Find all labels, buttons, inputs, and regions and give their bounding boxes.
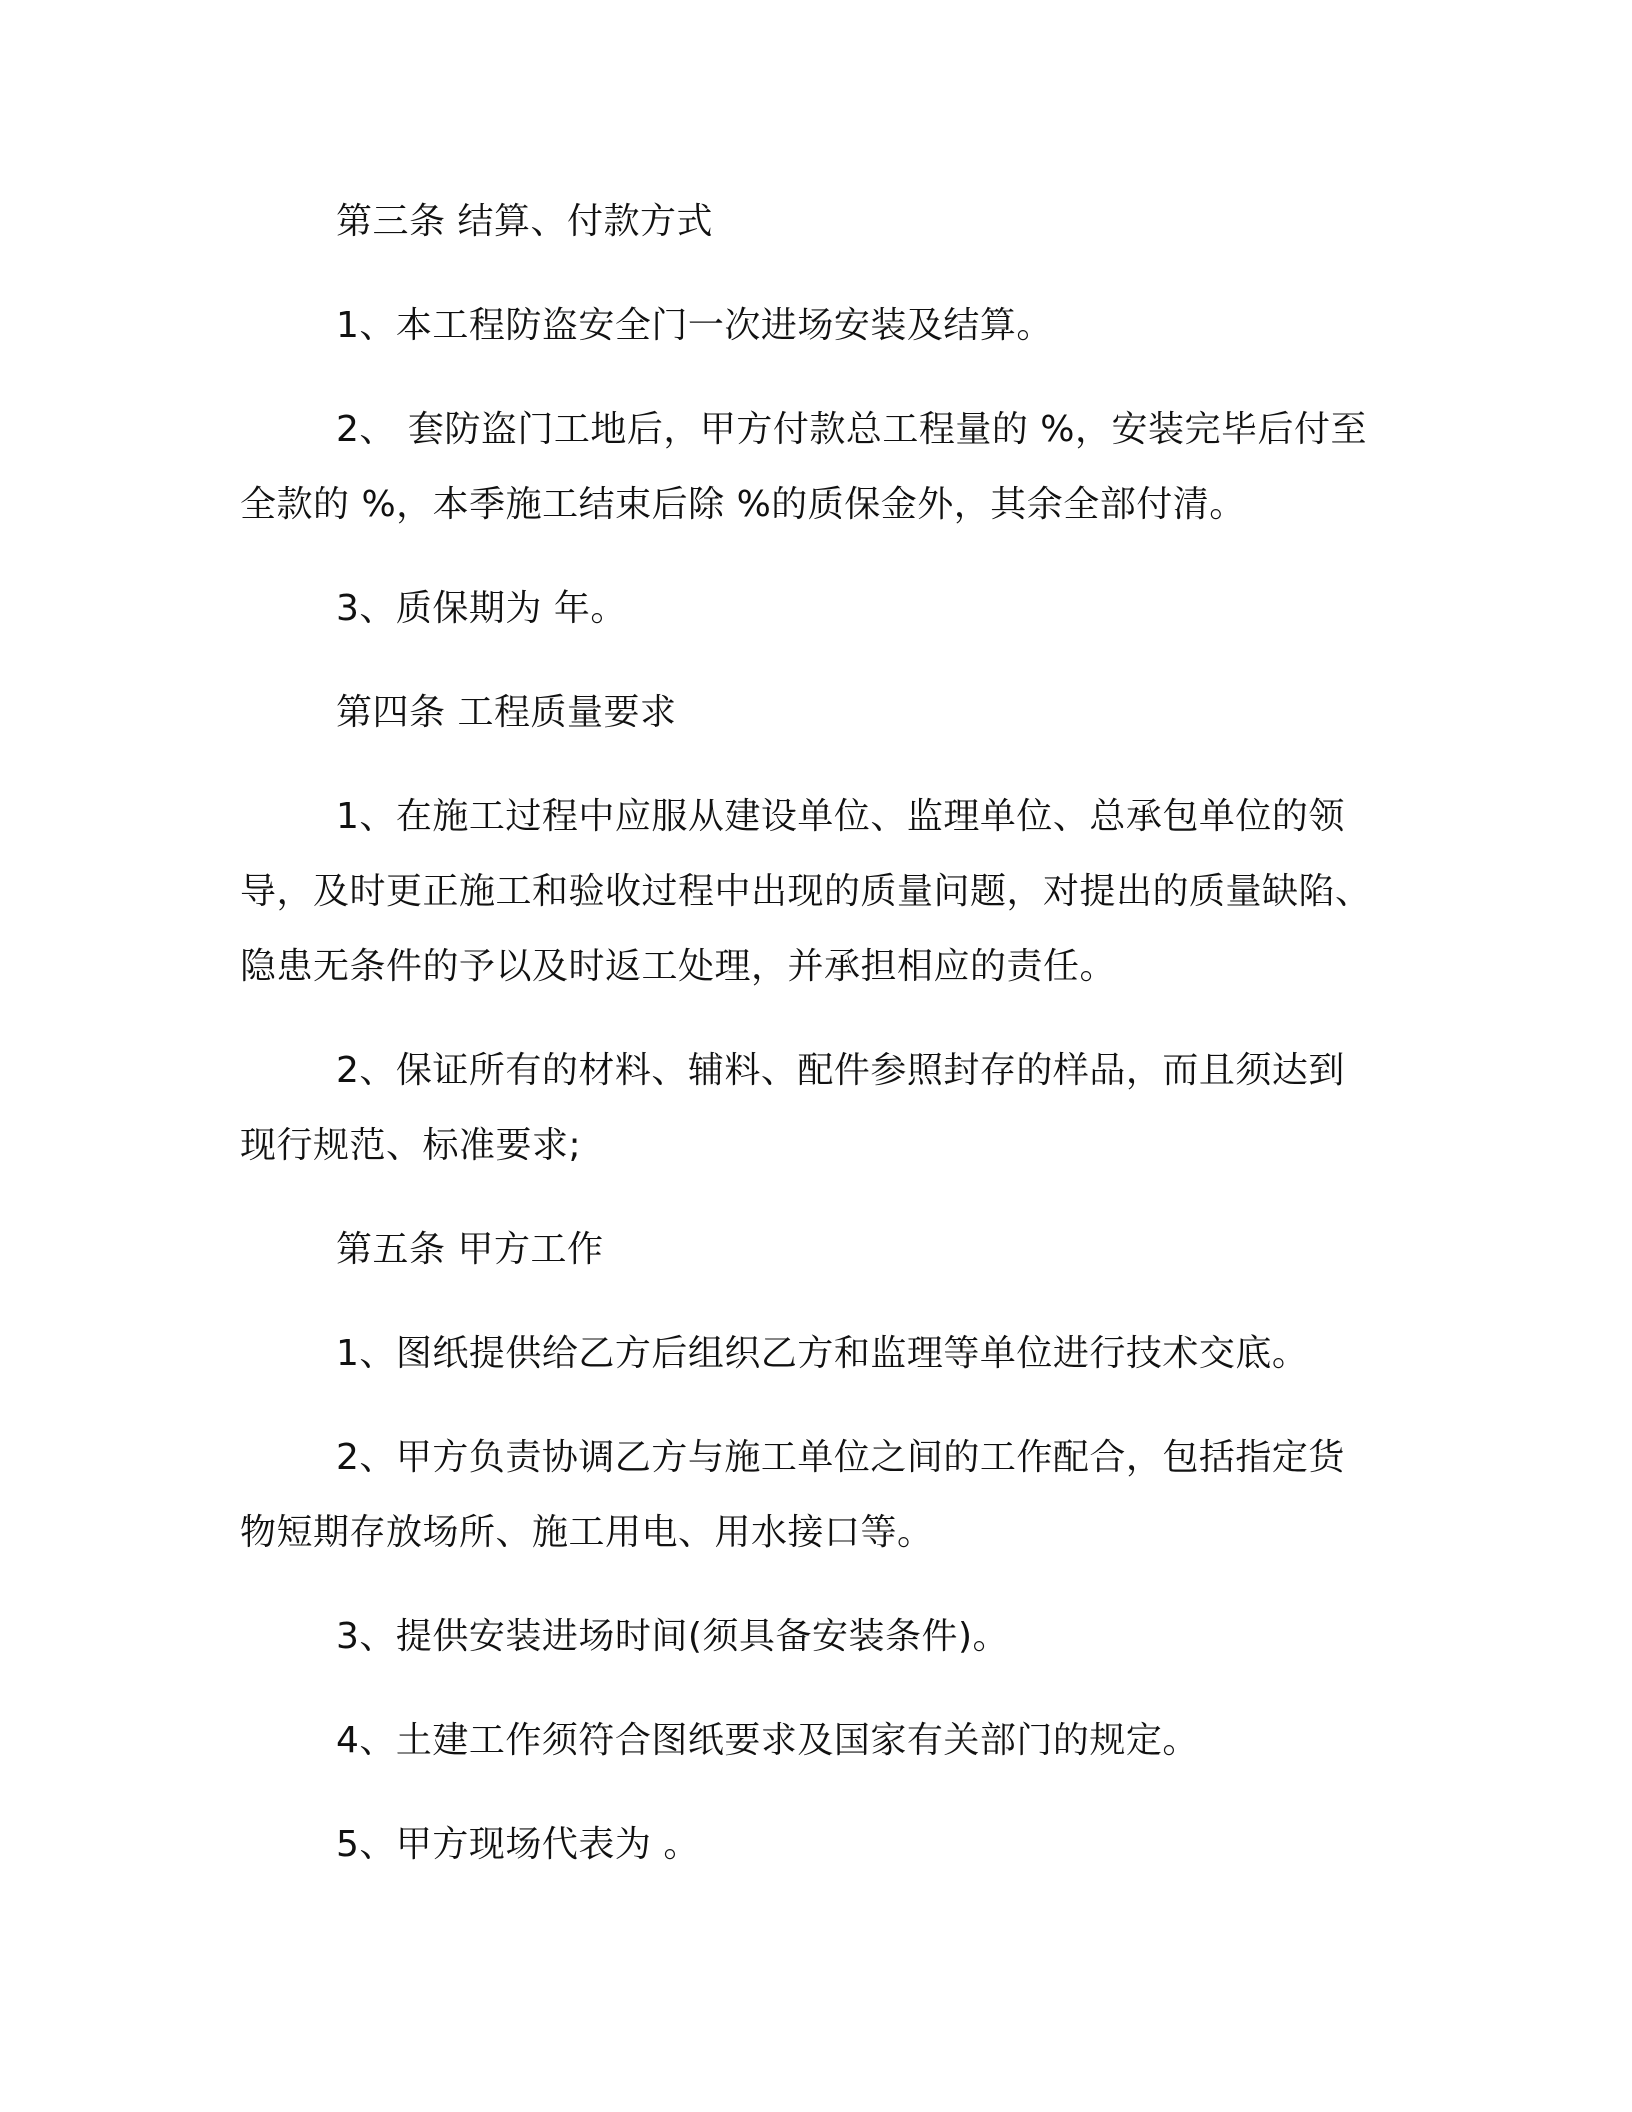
clause-5-1: 1、图纸提供给乙方后组织乙方和监理等单位进行技术交底。 bbox=[336, 1333, 1309, 1374]
clause-3-2: 2、 套防盗门工地后，甲方付款总工程量的 %，安装完毕后付至全款的 %，本季施工结束后除 %的质保金外，其余全部付清。 bbox=[240, 409, 1367, 525]
clause-5-2: 2、甲方负责协调乙方与施工单位之间的工作配合，包括指定货物短期存放场所、施工用电、用水接口等。 bbox=[240, 1437, 1345, 1553]
clause-3-1: 1、本工程防盗安全门一次进场安装及结算。 bbox=[336, 305, 1053, 346]
clause-4-2: 2、保证所有的材料、辅料、配件参照封存的样品，而且须达到现行规范、标准要求; bbox=[240, 1050, 1345, 1166]
section-heading-article-4: 第四条 工程质量要求 bbox=[336, 692, 677, 733]
clause-3-3: 3、质保期为 年。 bbox=[336, 588, 627, 629]
section-heading-article-5: 第五条 甲方工作 bbox=[336, 1229, 604, 1270]
document-body bbox=[240, 184, 1376, 1911]
clause-5-5: 5、甲方现场代表为 。 bbox=[336, 1824, 700, 1865]
clause-4-1: 1、在施工过程中应服从建设单位、监理单位、总承包单位的领导，及时更正施工和验收过程中出现的质量问题，对提出的质量缺陷、隐患无条件的予以及时返工处理，并承担相应的责任。 bbox=[240, 796, 1372, 987]
clause-5-4: 4、土建工作须符合图纸要求及国家有关部门的规定。 bbox=[336, 1720, 1199, 1761]
section-heading-article-3: 第三条 结算、付款方式 bbox=[336, 201, 713, 242]
clause-5-3: 3、提供安装进场时间(须具备安装条件)。 bbox=[336, 1616, 1009, 1657]
